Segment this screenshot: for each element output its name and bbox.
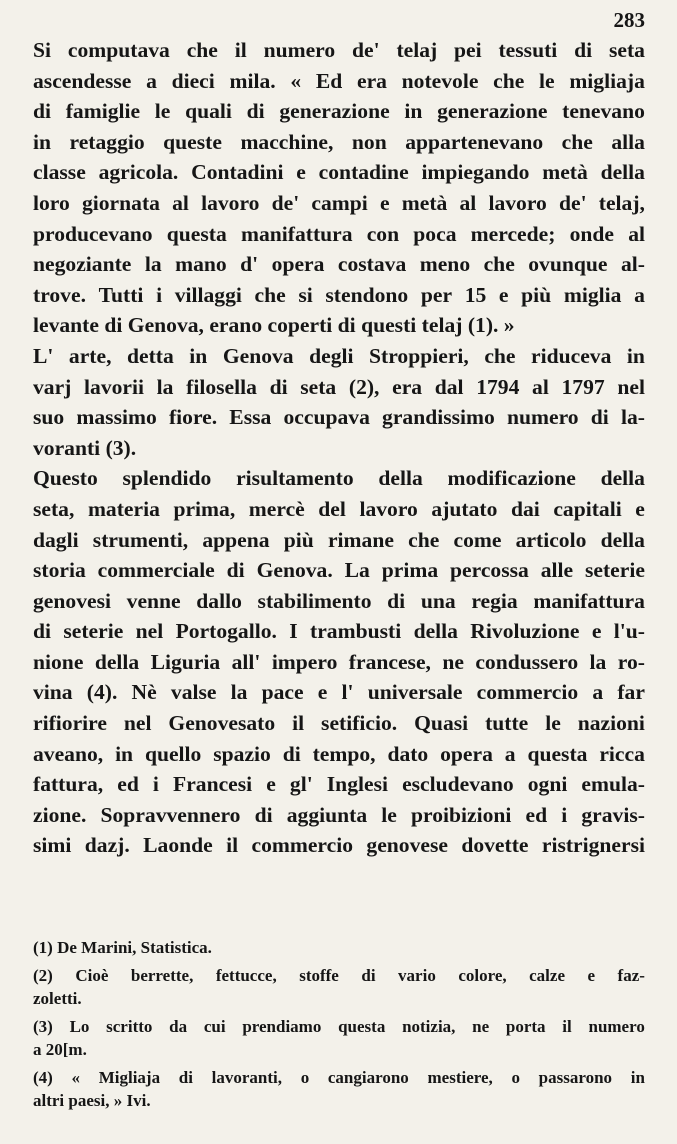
footnotes [33, 936, 645, 1113]
text-line: Questo splendido risultamento della modificazione della [33, 466, 645, 491]
text-line: nione della Liguria all' impero francese, ne condussero la ro- [33, 649, 645, 674]
text-line: di famiglie le quali di generazione in generazione tenevano [33, 99, 645, 124]
body-text [33, 35, 645, 861]
footnote-line: altri paesi, » Ivi. [33, 1091, 151, 1110]
text-line: simi dazj. Laonde il commercio genovese dovette ristrignersi [33, 833, 645, 858]
footnote-line: (1) De Marini, Statistica. [33, 938, 212, 957]
text-line: rifiorire nel Genovesato il setificio. Quasi tutte le nazioni [33, 711, 645, 736]
text-line: suo massimo fiore. Essa occupava grandissimo numero di la- [33, 405, 645, 430]
text-line: L' arte, detta in Genova degli Stroppieri, che riduceva in [33, 343, 645, 368]
footnote-line: (2) Cioè berrette, fettucce, stoffe di vario colore, calze e faz- [33, 965, 645, 985]
text-line: trove. Tutti i villaggi che si stendono per 15 e più miglia a [33, 282, 645, 307]
text-line: varj lavorii la filosella di seta (2), era dal 1794 al 1797 nel [33, 374, 645, 399]
text-line: levante di Genova, erano coperti di questi telaj (1). » [33, 313, 515, 338]
text-line: in retaggio queste macchine, non appartenevano che alla [33, 129, 645, 154]
footnote-line: a 20[m. [33, 1040, 87, 1059]
footnote-line: (4) « Migliaja di lavoranti, o cangiarono mestiere, o passarono in [33, 1067, 645, 1087]
text-line: storia commerciale di Genova. La prima percossa alle seterie [33, 558, 645, 583]
text-line: di seterie nel Portogallo. I trambusti della Rivoluzione e l'u- [33, 619, 645, 644]
text-line: voranti (3). [33, 435, 137, 460]
text-line: classe agricola. Contadini e contadine impiegando metà della [33, 160, 645, 185]
text-line: dagli strumenti, appena più rimane che come articolo della [33, 527, 645, 552]
text-line: genovesi venne dallo stabilimento di una regia manifattura [33, 588, 645, 613]
text-line: seta, materia prima, mercè del lavoro ajutato dai capitali e [33, 496, 645, 521]
text-line: aveano, in quello spazio di tempo, dato opera a questa ricca [33, 741, 645, 766]
text-line: producevano questa manifattura con poca mercede; onde al [33, 221, 645, 246]
page-number: 283 [613, 8, 645, 32]
text-line: negoziante la mano d' opera costava meno che ovunque al- [33, 252, 645, 277]
text-line: zione. Sopravvennero di aggiunta le proibizioni ed i gravis- [33, 802, 645, 827]
text-line: ascendesse a dieci mila. « Ed era notevole che le migliaja [33, 68, 645, 93]
footnote-line: zoletti. [33, 989, 82, 1008]
text-line: vina (4). Nè valse la pace e l' universale commercio a far [33, 680, 645, 705]
text-line: Si computava che il numero de' telaj pei tessuti di seta [33, 38, 645, 62]
text-line: loro giornata al lavoro de' campi e metà al lavoro de' telaj, [33, 190, 645, 215]
text-line: fattura, ed i Francesi e gl' Inglesi escludevano ogni emula- [33, 772, 645, 797]
footnote-line: (3) Lo scritto da cui prendiamo questa notizia, ne porta il numero [33, 1016, 645, 1036]
